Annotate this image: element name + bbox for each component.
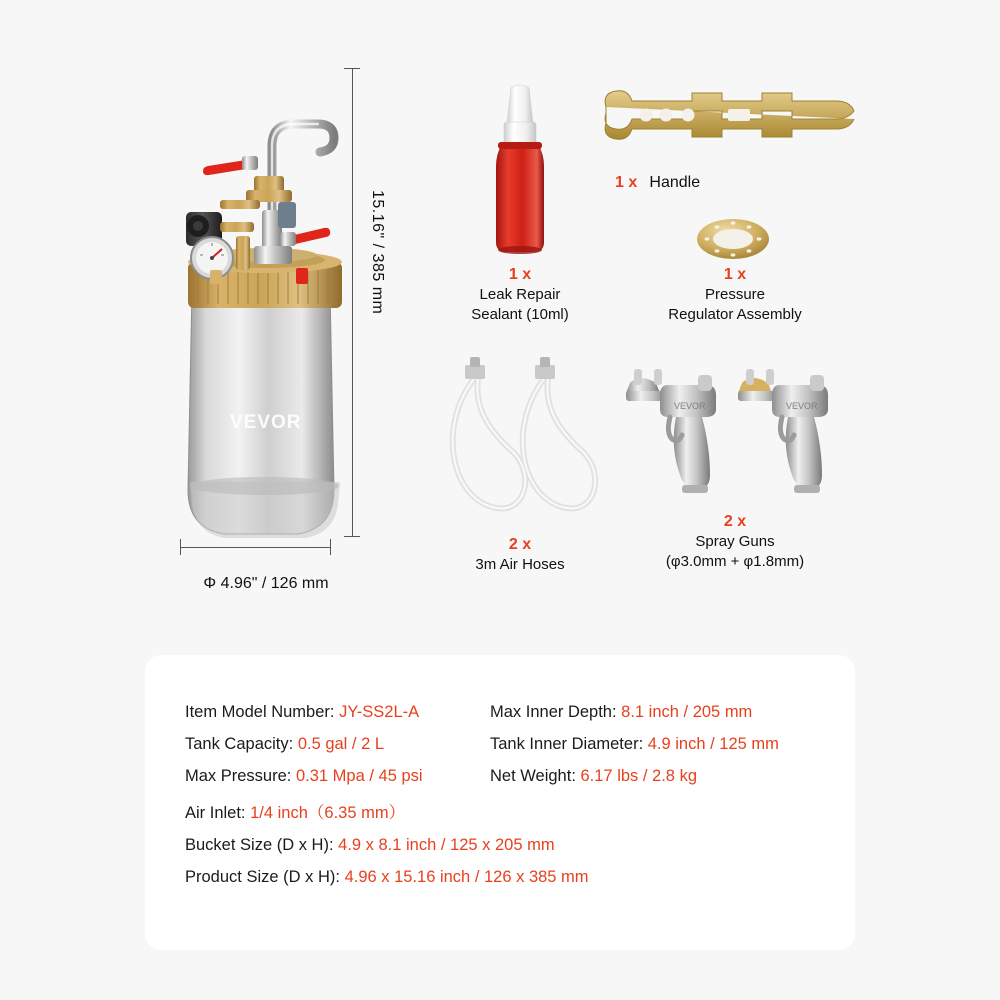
spec-value: 0.5 gal / 2 L <box>297 735 385 753</box>
specifications-table <box>185 703 825 900</box>
spec-row <box>185 868 825 887</box>
spray-guns-qty: 2 x <box>723 513 747 530</box>
diameter-tick-left <box>180 539 181 555</box>
hoses-label-line1: 3m Air Hoses <box>475 556 565 573</box>
spray-guns-label-line1: Spray Guns <box>695 533 775 550</box>
sealant-label-line2: Sealant (10ml) <box>471 306 569 323</box>
spec-row <box>185 836 825 855</box>
spray-guns-label-line2: (φ3.0mm + φ1.8mm) <box>665 553 805 570</box>
handle-wrench-illustration <box>600 85 870 155</box>
spec-value: 4.9 inch / 125 mm <box>647 735 779 753</box>
spec-value: JY-SS2L-A <box>339 703 420 721</box>
spray-guns-illustration <box>620 355 850 515</box>
spec-value: 6.17 lbs / 2.8 kg <box>580 767 697 785</box>
spec-tank-inner-diameter <box>490 735 820 754</box>
spec-value: 8.1 inch / 205 mm <box>621 703 753 721</box>
spec-tank-capacity <box>185 735 490 754</box>
hoses-caption <box>430 535 610 575</box>
regulator-label-line2: Regulator Assembly <box>668 306 802 323</box>
handle-label: Handle <box>649 174 701 191</box>
spec-bucket-size <box>185 836 555 855</box>
height-dimension-label: 15.16" / 385 mm <box>369 190 386 315</box>
spec-label: Item Model Number: <box>185 703 335 721</box>
pressure-tank-illustration <box>150 50 380 570</box>
specifications-card <box>145 655 855 950</box>
spec-label: Net Weight: <box>490 767 576 785</box>
air-hoses-illustration <box>440 355 610 525</box>
spec-max-inner-depth <box>490 703 820 722</box>
spec-value: 4.96 x 15.16 inch / 126 x 385 mm <box>344 868 589 886</box>
diameter-tick-right <box>330 539 331 555</box>
height-dimension-line <box>352 68 353 536</box>
spec-product-size <box>185 868 589 887</box>
spec-item-model <box>185 703 490 722</box>
spec-air-inlet <box>185 799 405 823</box>
spray-guns-caption <box>630 512 840 572</box>
height-tick-top <box>344 68 360 69</box>
leak-repair-sealant-illustration <box>470 80 570 260</box>
spec-net-weight <box>490 767 820 786</box>
spec-label: Max Inner Depth: <box>490 703 617 721</box>
svg-text:VEVOR: VEVOR <box>786 401 818 411</box>
hoses-qty: 2 x <box>508 536 532 553</box>
svg-text:VEVOR: VEVOR <box>230 412 302 433</box>
diameter-dimension-line <box>180 547 330 548</box>
height-tick-bottom <box>344 536 360 537</box>
spec-row <box>185 799 825 823</box>
spec-label: Tank Inner Diameter: <box>490 735 644 753</box>
spec-value: 4.9 x 8.1 inch / 125 x 205 mm <box>338 836 555 854</box>
handle-caption <box>615 173 855 193</box>
spec-label: Product Size (D x H): <box>185 868 340 886</box>
spec-label: Max Pressure: <box>185 767 292 785</box>
regulator-caption <box>640 265 830 325</box>
spec-row <box>185 703 825 722</box>
sealant-caption <box>430 265 610 325</box>
sealant-qty: 1 x <box>508 266 532 283</box>
spec-value: 0.31 Mpa / 45 psi <box>295 767 423 785</box>
diameter-dimension-label: Φ 4.96" / 126 mm <box>203 575 329 592</box>
spec-max-pressure <box>185 767 490 786</box>
svg-text:VEVOR: VEVOR <box>674 401 706 411</box>
spec-value: 1/4 inch（6.35 mm） <box>250 804 406 822</box>
spec-label: Air Inlet: <box>185 804 246 822</box>
spec-label: Bucket Size (D x H): <box>185 836 334 854</box>
regulator-qty: 1 x <box>723 266 747 283</box>
spec-row <box>185 735 825 754</box>
pressure-regulator-illustration <box>695 215 771 263</box>
spec-label: Tank Capacity: <box>185 735 294 753</box>
handle-qty: 1 x <box>615 174 638 191</box>
regulator-label-line1: Pressure <box>704 286 766 303</box>
spec-row <box>185 767 825 786</box>
sealant-label-line1: Leak Repair <box>479 286 561 303</box>
